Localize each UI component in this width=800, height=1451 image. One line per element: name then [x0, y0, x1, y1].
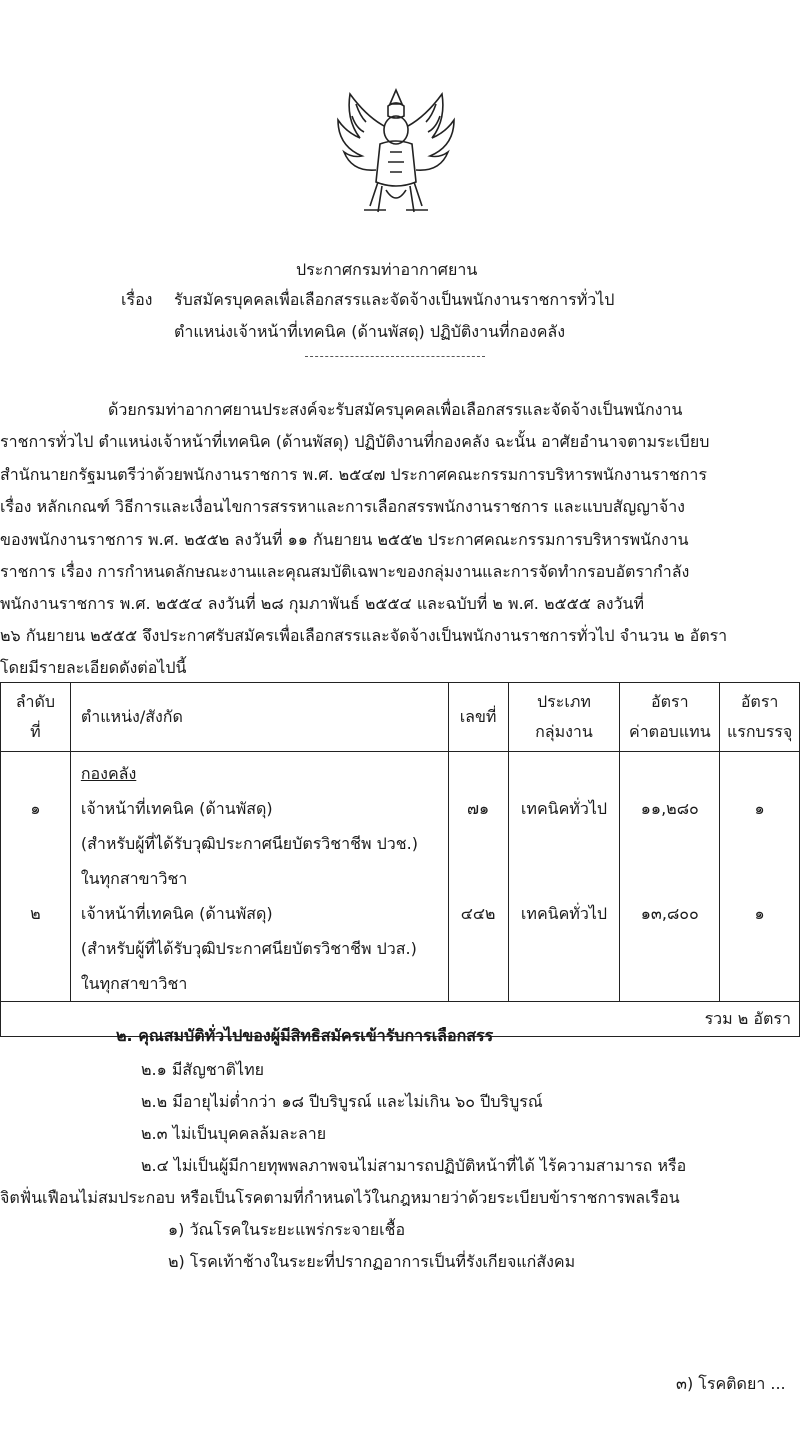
col-count	[720, 752, 800, 1002]
intro-line-9: โดยมีรายละเอียดดังต่อไปนี้	[0, 658, 187, 677]
row-2-title: เจ้าหน้าที่เทคนิค (ด้านพัสดุ)	[80, 904, 273, 923]
col-type	[508, 752, 620, 1002]
intro-line-8: ๒๖ กันยายน ๒๕๕๕ จึงประกาศรับสมัครเพื่อเลือกสรรและจัดจ้างเป็นพนักงานราชการทั่วไป จำนวน ๒ อัตรา	[0, 626, 728, 645]
garuda-emblem-icon	[316, 86, 476, 226]
section-2-item-3: ๒.๓ ไม่เป็นบุคคลล้มละลาย	[141, 1124, 327, 1143]
intro-line-3: สำนักนายกรัฐมนตรีว่าด้วยพนักงานราชการ พ.ศ. ๒๕๔๗ ประกาศคณะกรรมการบริหารพนักงานราชการ	[0, 465, 707, 484]
row-1-title: เจ้าหน้าที่เทคนิค (ด้านพัสดุ)	[80, 799, 273, 818]
intro-line-5: ของพนักงานราชการ พ.ศ. ๒๕๕๒ ลงวันที่ ๑๑ กันยายน ๒๕๕๒ ประกาศคณะกรรมการบริหารพนักงาน	[0, 530, 689, 549]
intro-line-4: เรื่อง หลักเกณฑ์ วิธีการและเงื่อนไขการสรรหาและการเลือกสรรพนักงานราชการ และแบบสัญญาจ้าง	[0, 497, 685, 516]
header-pay: อัตรา ค่าตอบแทน	[620, 683, 720, 752]
row-1-qualification: (สำหรับผู้ที่ได้รับวุฒิประกาศนียบัตรวิชาชีพ ปวช.)	[80, 834, 418, 853]
section-2-sub-2: ๒) โรคเท้าช้างในระยะที่ปรากฏอาการเป็นที่รังเกียจแก่สังคม	[168, 1252, 576, 1271]
intro-line-7: พนักงานราชการ พ.ศ. ๒๕๕๔ ลงวันที่ ๒๘ กุมภาพันธ์ ๒๕๕๔ และฉบับที่ ๒ พ.ศ. ๒๕๕๕ ลงวันที่	[0, 594, 645, 613]
row-1-field: ในทุกสาขาวิชา	[80, 869, 188, 888]
intro-line-1: ด้วยกรมท่าอากาศยานประสงค์จะรับสมัครบุคคลเพื่อเลือกสรรและจัดจ้างเป็นพนักงาน	[108, 400, 683, 419]
title-divider	[305, 356, 485, 357]
row-2-field: ในทุกสาขาวิชา	[80, 974, 188, 993]
row-1-no: ๑	[30, 799, 41, 818]
table-header-row	[1, 683, 800, 752]
row-1-number: ๗๑	[467, 799, 490, 818]
header-rate: อัตรา แรกบรรจุ	[720, 683, 800, 752]
department-name: กองคลัง	[80, 764, 137, 783]
col-position	[70, 752, 448, 1002]
section-2-sub-1: ๑) วัณโรคในระยะแพร่กระจายเชื้อ	[168, 1220, 406, 1239]
section-2-item-2: ๒.๒ มีอายุไม่ต่ำกว่า ๑๘ ปีบริบูรณ์ และไม่เกิน ๖๐ ปีบริบูรณ์	[141, 1092, 543, 1111]
header-number: เลขที่	[448, 683, 508, 752]
section-2-title: ๒. คุณสมบัติทั่วไปของผู้มีสิทธิสมัครเข้ารับการเลือกสรร	[116, 1026, 494, 1045]
row-2-no: ๒	[30, 904, 41, 923]
row-2-number: ๔๔๒	[460, 904, 496, 923]
header-no: ลำดับ ที่	[1, 683, 71, 752]
table-body-row	[1, 752, 800, 1002]
intro-line-2: ราชการทั่วไป ตำแหน่งเจ้าหน้าที่เทคนิค (ด้านพัสดุ) ปฏิบัติงานที่กองคลัง ฉะนั้น อาศัยอำนาจตามระเบียบ	[0, 432, 710, 451]
row-1-count: ๑	[754, 799, 765, 818]
row-1-pay: ๑๑,๒๘๐	[640, 799, 699, 818]
subject-line-2: ตำแหน่งเจ้าหน้าที่เทคนิค (ด้านพัสดุ) ปฏิบัติงานที่กองคลัง	[174, 322, 566, 341]
row-1-type: เทคนิคทั่วไป	[520, 799, 608, 818]
col-pay	[620, 752, 720, 1002]
col-no	[1, 752, 71, 1002]
section-2-item-4-line-2: จิตฟั่นเฟือนไม่สมประกอบ หรือเป็นโรคตามที่กำหนดไว้ในกฎหมายว่าด้วยระเบียบข้าราชการพลเรือน	[0, 1188, 680, 1207]
row-2-qualification: (สำหรับผู้ที่ได้รับวุฒิประกาศนียบัตรวิชาชีพ ปวส.)	[80, 939, 417, 958]
intro-line-6: ราชการ เรื่อง การกำหนดลักษณะงานและคุณสมบัติเฉพาะของกลุ่มงานและการจัดทำกรอบอัตรากำลัง	[0, 562, 690, 581]
row-2-type: เทคนิคทั่วไป	[520, 904, 608, 923]
section-2-item-4-line-1: ๒.๔ ไม่เป็นผู้มีกายทุพพลภาพจนไม่สามารถปฏิบัติหน้าที่ได้ ไร้ความสามารถ หรือ	[141, 1156, 687, 1175]
header-position: ตำแหน่ง/สังกัด	[70, 683, 448, 752]
header-type: ประเภท กลุ่มงาน	[508, 683, 620, 752]
section-2-item-1: ๒.๑ มีสัญชาติไทย	[141, 1060, 265, 1079]
row-2-count: ๑	[754, 904, 765, 923]
table-total: รวม ๒ อัตรา	[1, 1002, 800, 1037]
subject-line-1: รับสมัครบุคคลเพื่อเลือกสรรและจัดจ้างเป็นพนักงานราชการทั่วไป	[174, 290, 615, 309]
col-number	[448, 752, 508, 1002]
positions-table	[0, 682, 800, 1037]
continued-text: ๓) โรคติดยา ...	[676, 1374, 786, 1393]
subject-label: เรื่อง	[121, 290, 153, 309]
row-2-pay: ๑๓,๘๐๐	[640, 904, 699, 923]
announcement-title: ประกาศกรมท่าอากาศยาน	[296, 260, 478, 279]
